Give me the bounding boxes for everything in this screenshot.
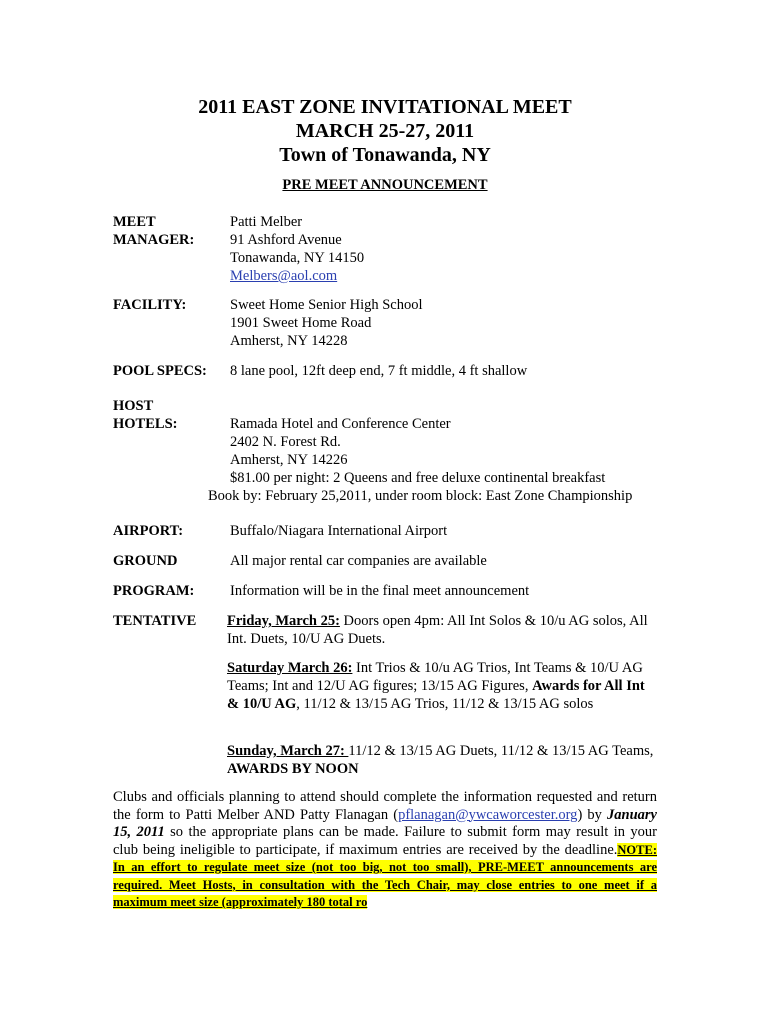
facility-name: Sweet Home Senior High School: [230, 297, 423, 313]
saturday-text-2: , 11/12 & 13/15 AG Trios, 11/12 & 13/15 AG solos: [296, 696, 594, 712]
closing-text-2: ) by: [577, 806, 608, 823]
manager-name: Patti Melber: [230, 214, 303, 230]
closing-deadline: January 15, 2011: [113, 806, 657, 840]
sunday-schedule: [227, 742, 659, 778]
facility-label: FACILITY:: [113, 297, 187, 313]
airport-value: Buffalo/Niagara International Airport: [230, 523, 448, 539]
closing-text-1: Clubs and officials planning to attend should complete the information requested and return the form to Patti Melber AND Patty Flanagan (: [113, 789, 657, 823]
hotel-address-1: 2402 N. Forest Rd.: [230, 434, 341, 450]
saturday-schedule: [227, 659, 659, 713]
airport-label: AIRPORT:: [113, 523, 184, 539]
highlighted-note: NOTE: In an effort to regulate meet size (not too big, not too small), PRE-MEET announcements are required. Meet Hosts, in consultation with the Tech Chair, may close entries to one meet if a maximum meet size (approximately 180 total ro: [113, 842, 657, 909]
saturday-text-1: Int Trios & 10/u AG Trios, Int Teams & 10/U AG Teams; Int and 12/U AG figures; 13/15 AG Figures,: [227, 660, 643, 694]
program-value: Information will be in the final meet announcement: [230, 583, 530, 599]
meet-manager-label-1: MEET: [113, 214, 156, 230]
meet-location: Town of Tonawanda, NY: [279, 144, 491, 166]
hotel-name: Ramada Hotel and Conference Center: [230, 416, 451, 432]
manager-address-1: 91 Ashford Avenue: [230, 232, 342, 248]
program-label: PROGRAM:: [113, 583, 195, 599]
pool-specs-label: POOL SPECS:: [113, 363, 207, 379]
manager-email-link[interactable]: Melbers@aol.com: [230, 268, 338, 284]
sunday-text: 11/12 & 13/15 AG Duets, 11/12 & 13/15 AG Teams,: [348, 743, 654, 759]
meet-dates: MARCH 25-27, 2011: [295, 120, 475, 142]
manager-address-2: Tonawanda, NY 14150: [230, 250, 365, 266]
closing-paragraph: [113, 789, 657, 912]
friday-text: Doors open 4pm: All Int Solos & 10/u AG solos, All Int. Duets, 10/U AG Duets.: [227, 613, 648, 647]
pool-specs-value: 8 lane pool, 12ft deep end, 7 ft middle, 4 ft shallow: [230, 363, 528, 379]
hotel-booking: Book by: February 25,2011, under room block: East Zone Championship: [208, 488, 633, 504]
saturday-day: Saturday March 26:: [227, 660, 353, 676]
sunday-awards: AWARDS BY NOON: [227, 761, 359, 777]
friday-schedule: [227, 612, 659, 648]
announcement-subtitle: PRE MEET ANNOUNCEMENT: [282, 177, 488, 193]
flanagan-email-link[interactable]: pflanagan@ywcaworcester.org: [398, 806, 578, 823]
host-hotels-label-2: HOTELS:: [113, 416, 178, 432]
saturday-awards: Awards for All Int & 10/U AG: [227, 678, 645, 712]
sunday-day: Sunday, March 27:: [227, 743, 349, 759]
friday-day: Friday, March 25:: [227, 613, 340, 629]
facility-address-2: Amherst, NY 14228: [230, 333, 348, 349]
meet-title: 2011 EAST ZONE INVITATIONAL MEET: [198, 96, 572, 118]
ground-value: All major rental car companies are available: [230, 553, 487, 569]
hotel-address-2: Amherst, NY 14226: [230, 452, 348, 468]
ground-label: GROUND: [113, 553, 178, 569]
facility-address-1: 1901 Sweet Home Road: [230, 315, 372, 331]
meet-manager-label-2: MANAGER:: [113, 232, 195, 248]
tentative-label: TENTATIVE: [113, 613, 197, 629]
closing-text-3: so the appropriate plans can be made. Failure to submit form may result in your club being ineligible to participate, if maximum entries are received by the deadline.: [113, 824, 657, 858]
hotel-rate: $81.00 per night: 2 Queens and free deluxe continental breakfast: [230, 470, 606, 486]
host-hotels-label-1: HOST: [113, 398, 154, 414]
